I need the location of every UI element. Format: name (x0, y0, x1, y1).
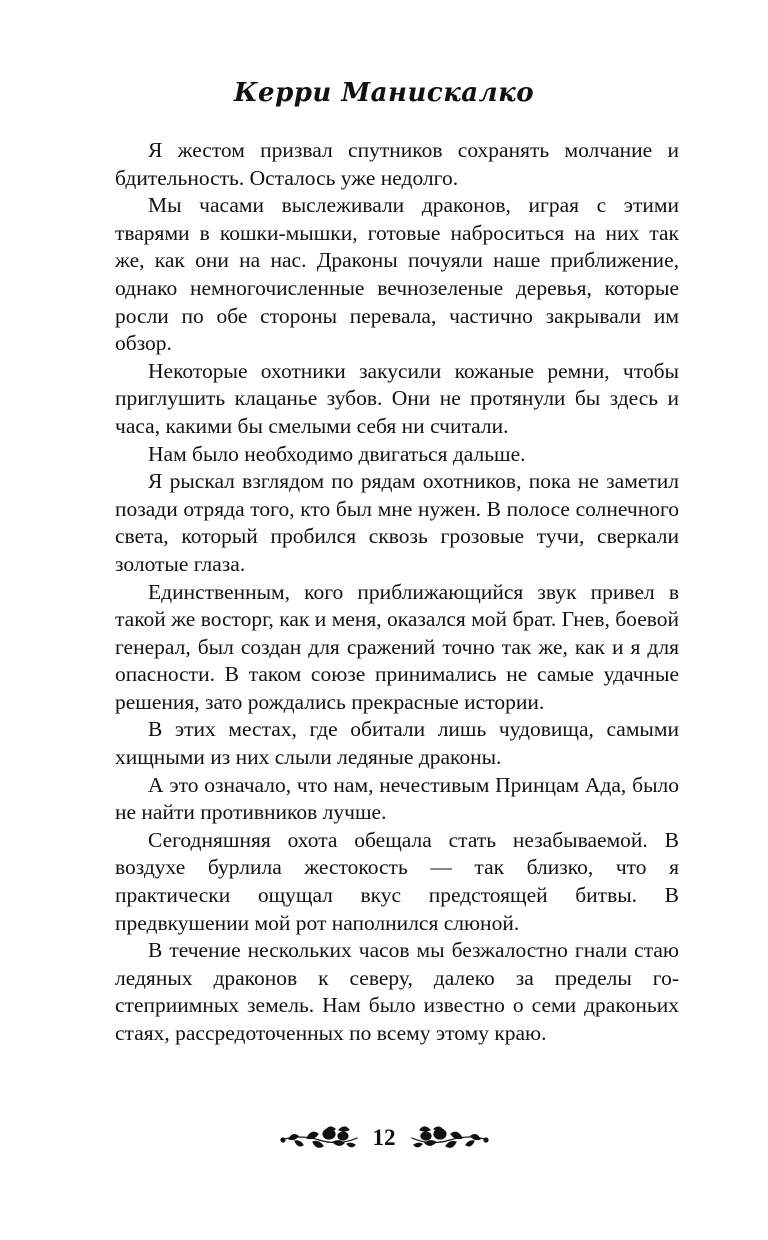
paragraph: Я жестом призвал спутников сохранять молчание и бдительность. Осталось уже недолго. (115, 138, 679, 190)
paragraph: Единственным, кого приближающийся звук привел в такой же восторг, как и меня, оказался мой брат. Гнев, боевой генерал, был создан для сражений точно так же, как и я для опасности. В таком союзе принимались не самые удачные решения, зато рождались прекрасные истории. (115, 579, 679, 714)
running-head-author: Керри Манискалко (233, 78, 535, 108)
paragraph: Нам было необходимо двигаться дальше. (148, 441, 526, 466)
page-footer (0, 1118, 768, 1158)
paragraph: Я рыскал взглядом по рядам охотников, пока не заметил позади отряда того, кто был мне нужен. В полосе солнечного света, который пробился сквозь грозовые тучи, сверкали золотые глаза. (115, 469, 679, 576)
paragraph: В течение нескольких часов мы безжалостно гнали стаю ледяных драконов к северу, далеко за пределы гостеприимных земель. Нам было известно о семи драконьих стаях, рассредоточенных по всему этому краю. (115, 938, 679, 1045)
paragraph: В этих местах, где обитали лишь чудовища, самыми хищными из них слыли ледяные драконы. (115, 717, 679, 770)
paragraph: Сегодняшняя охота обещала стать незабываемой. В воздухе бурлила жестокость — так близко, что я практически ощущал вкус предстоящей битвы. В предвкушении мой рот наполнился слюной. (115, 827, 679, 935)
paragraph: Некоторые охотники закусили кожаные ремни, чтобы приглушить клацанье зубов. Они не протянули бы здесь и часа, какими бы смелыми себя ни считали. (115, 358, 679, 438)
body-text (115, 137, 679, 1048)
floral-vine-icon (410, 1120, 490, 1156)
floral-vine-icon (279, 1120, 359, 1156)
paragraph: Мы часами выслеживали драконов, играя с этими тварями в кошки-мышки, готовые наброситься на них так же, как они на нас. Драконы почуяли наше приближение, однако немногочисленные вечнозеленые деревья, которые росли по обе стороны перевала, частично закрывали им обзор. (115, 193, 679, 356)
page-number: 12 (372, 1125, 396, 1150)
paragraph: А это означало, что нам, нечестивым Принцам Ада, было не найти противников лучше. (115, 772, 679, 825)
